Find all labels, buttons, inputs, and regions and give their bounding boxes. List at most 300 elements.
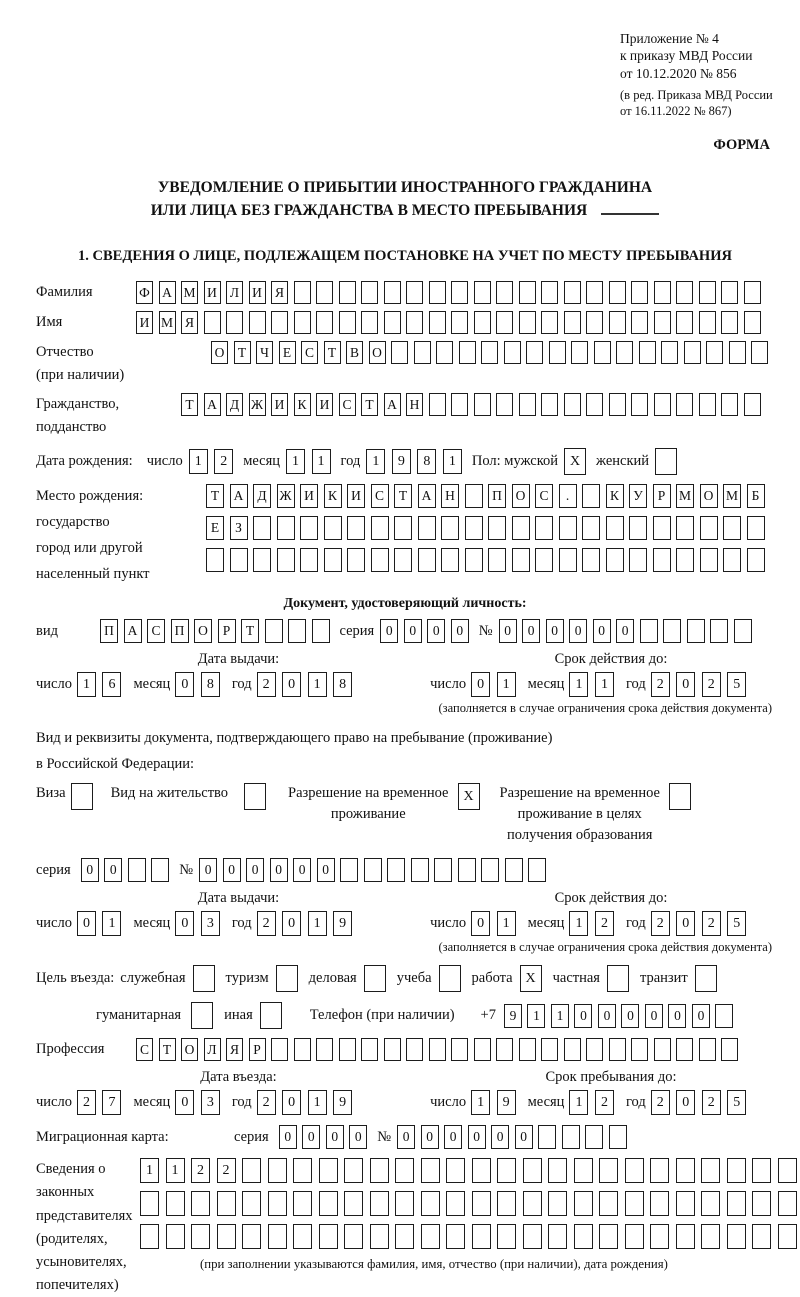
char-box[interactable] [364,965,386,992]
char-box[interactable] [582,484,600,508]
char-box[interactable]: 1 [569,672,588,697]
char-box[interactable]: 1 [569,1090,588,1115]
char-box[interactable] [582,516,600,540]
char-box[interactable] [548,1191,567,1216]
char-box[interactable]: 2 [651,1090,670,1115]
char-box[interactable] [300,548,318,572]
char-box[interactable]: 1 [102,911,121,936]
char-box[interactable] [140,1224,159,1249]
char-box[interactable]: 1 [140,1158,159,1183]
char-box[interactable] [548,1224,567,1249]
char-box[interactable] [729,341,746,364]
char-box[interactable]: Т [324,341,341,364]
char-box[interactable] [616,341,633,364]
char-box[interactable] [523,1158,542,1183]
char-box[interactable] [586,393,603,416]
char-box[interactable] [586,281,603,304]
char-box[interactable]: Б [747,484,765,508]
char-box[interactable] [699,311,716,334]
char-box[interactable] [429,311,446,334]
char-box[interactable]: Р [653,484,671,508]
char-box[interactable]: Ф [136,281,153,304]
char-box[interactable]: М [159,311,176,334]
char-box[interactable]: 0 [574,1004,592,1028]
char-box[interactable] [701,1158,720,1183]
char-box[interactable]: 0 [175,672,194,697]
char-box[interactable]: И [136,311,153,334]
char-box[interactable]: 7 [102,1090,121,1115]
char-box[interactable] [414,341,431,364]
char-box[interactable] [721,1038,738,1061]
char-box[interactable]: Д [226,393,243,416]
char-box[interactable]: Л [226,281,243,304]
char-box[interactable]: 5 [727,1090,746,1115]
char-box[interactable] [230,548,248,572]
char-box[interactable] [488,548,506,572]
char-box[interactable]: 8 [333,672,352,697]
char-box[interactable]: 0 [668,1004,686,1028]
char-box[interactable] [676,548,694,572]
char-box[interactable] [676,1224,695,1249]
char-box[interactable]: 1 [286,449,305,474]
char-box[interactable] [293,1224,312,1249]
char-box[interactable] [474,311,491,334]
char-box[interactable] [293,1158,312,1183]
char-box[interactable]: Р [218,619,236,643]
char-box[interactable] [778,1224,797,1249]
char-box[interactable]: 1 [471,1090,490,1115]
char-box[interactable] [606,548,624,572]
char-box[interactable]: В [346,341,363,364]
char-box[interactable] [191,1224,210,1249]
char-box[interactable]: И [347,484,365,508]
char-box[interactable] [723,516,741,540]
char-box[interactable] [519,393,536,416]
char-box[interactable]: 9 [333,911,352,936]
char-box[interactable] [549,341,566,364]
char-box[interactable] [631,311,648,334]
char-box[interactable] [538,1125,556,1149]
char-box[interactable]: Н [406,393,423,416]
char-box[interactable]: 1 [308,1090,327,1115]
char-box[interactable] [294,1038,311,1061]
char-box[interactable] [249,311,266,334]
char-box[interactable] [344,1191,363,1216]
char-box[interactable] [384,281,401,304]
char-box[interactable]: Т [394,484,412,508]
char-box[interactable] [191,1002,213,1029]
char-box[interactable]: С [339,393,356,416]
char-box[interactable] [676,393,693,416]
char-box[interactable]: 5 [727,911,746,936]
char-box[interactable] [434,858,452,882]
char-box[interactable] [586,1038,603,1061]
char-box[interactable] [640,619,658,643]
char-box[interactable]: 2 [702,911,721,936]
char-box[interactable] [512,548,530,572]
char-box[interactable] [669,783,691,810]
char-box[interactable] [436,341,453,364]
char-box[interactable] [276,965,298,992]
char-box[interactable]: Т [181,393,198,416]
char-box[interactable] [519,281,536,304]
char-box[interactable] [394,516,412,540]
char-box[interactable] [676,1191,695,1216]
char-box[interactable]: 2 [257,672,276,697]
char-box[interactable] [344,1158,363,1183]
char-box[interactable]: 9 [392,449,411,474]
char-box[interactable]: 0 [522,619,540,643]
char-box[interactable]: 2 [257,911,276,936]
char-box[interactable] [631,281,648,304]
char-box[interactable] [465,516,483,540]
char-box[interactable] [253,516,271,540]
char-box[interactable]: 0 [468,1125,486,1149]
char-box[interactable] [394,548,412,572]
char-box[interactable]: О [512,484,530,508]
char-box[interactable] [519,311,536,334]
char-box[interactable]: 0 [569,619,587,643]
char-box[interactable] [217,1191,236,1216]
char-box[interactable] [574,1158,593,1183]
char-box[interactable] [564,393,581,416]
char-box[interactable] [364,858,382,882]
char-box[interactable] [721,393,738,416]
char-box[interactable]: 9 [504,1004,522,1028]
char-box[interactable]: И [316,393,333,416]
char-box[interactable]: 0 [676,672,695,697]
char-box[interactable] [319,1224,338,1249]
char-box[interactable] [244,783,266,810]
char-box[interactable]: Д [253,484,271,508]
char-box[interactable] [277,516,295,540]
char-box[interactable] [439,965,461,992]
char-box[interactable] [654,1038,671,1061]
char-box[interactable] [528,858,546,882]
char-box[interactable] [701,1224,720,1249]
char-box[interactable]: Ж [277,484,295,508]
char-box[interactable]: Я [271,281,288,304]
char-box[interactable] [406,1038,423,1061]
char-box[interactable]: 0 [427,619,445,643]
char-box[interactable] [625,1224,644,1249]
char-box[interactable] [574,1224,593,1249]
char-box[interactable] [700,548,718,572]
char-box[interactable]: 0 [471,672,490,697]
char-box[interactable]: 0 [404,619,422,643]
char-box[interactable]: И [249,281,266,304]
char-box[interactable] [472,1191,491,1216]
char-box[interactable] [339,1038,356,1061]
char-box[interactable] [676,1158,695,1183]
char-box[interactable] [242,1158,261,1183]
char-box[interactable] [418,516,436,540]
char-box[interactable] [599,1224,618,1249]
char-box[interactable] [319,1158,338,1183]
char-box[interactable]: 3 [201,1090,220,1115]
char-box[interactable] [541,281,558,304]
char-box[interactable]: 1 [443,449,462,474]
char-box[interactable] [734,619,752,643]
char-box[interactable] [752,1224,771,1249]
char-box[interactable]: 0 [246,858,264,882]
char-box[interactable]: Т [361,393,378,416]
char-box[interactable] [294,311,311,334]
char-box[interactable] [676,311,693,334]
char-box[interactable] [586,311,603,334]
char-box[interactable] [465,484,483,508]
char-box[interactable]: У [629,484,647,508]
char-box[interactable] [625,1191,644,1216]
char-box[interactable] [472,1158,491,1183]
char-box[interactable]: 2 [651,672,670,697]
char-box[interactable]: И [204,281,221,304]
char-box[interactable]: 8 [201,672,220,697]
char-box[interactable]: 0 [175,911,194,936]
char-box[interactable]: Р [249,1038,266,1061]
char-box[interactable]: 0 [349,1125,367,1149]
char-box[interactable] [481,341,498,364]
char-box[interactable]: 0 [397,1125,415,1149]
char-box[interactable] [654,393,671,416]
char-box[interactable] [166,1224,185,1249]
char-box[interactable] [268,1191,287,1216]
char-box[interactable] [650,1224,669,1249]
char-box[interactable] [316,1038,333,1061]
char-box[interactable]: 0 [223,858,241,882]
char-box[interactable]: 0 [302,1125,320,1149]
char-box[interactable]: X [564,448,586,475]
char-box[interactable]: П [171,619,189,643]
char-box[interactable] [650,1158,669,1183]
char-box[interactable]: 0 [282,1090,301,1115]
char-box[interactable] [721,311,738,334]
char-box[interactable]: А [204,393,221,416]
char-box[interactable] [271,311,288,334]
char-box[interactable]: А [159,281,176,304]
char-box[interactable] [166,1191,185,1216]
char-box[interactable] [751,341,768,364]
char-box[interactable]: 2 [217,1158,236,1183]
char-box[interactable] [260,1002,282,1029]
char-box[interactable] [418,548,436,572]
char-box[interactable] [526,341,543,364]
char-box[interactable] [472,1224,491,1249]
char-box[interactable] [752,1158,771,1183]
char-box[interactable] [488,516,506,540]
char-box[interactable]: 1 [312,449,331,474]
char-box[interactable]: 5 [727,672,746,697]
char-box[interactable] [421,1191,440,1216]
char-box[interactable]: 1 [551,1004,569,1028]
char-box[interactable] [676,281,693,304]
char-box[interactable] [458,858,476,882]
char-box[interactable]: Н [441,484,459,508]
char-box[interactable]: К [324,484,342,508]
char-box[interactable]: 9 [497,1090,516,1115]
char-box[interactable] [541,1038,558,1061]
char-box[interactable] [715,1004,733,1028]
char-box[interactable] [312,619,330,643]
char-box[interactable] [339,281,356,304]
char-box[interactable] [324,516,342,540]
char-box[interactable] [446,1191,465,1216]
char-box[interactable] [406,281,423,304]
char-box[interactable] [562,1125,580,1149]
char-box[interactable]: Я [181,311,198,334]
char-box[interactable]: 0 [546,619,564,643]
char-box[interactable] [582,548,600,572]
char-box[interactable] [429,281,446,304]
char-box[interactable] [441,516,459,540]
char-box[interactable] [140,1191,159,1216]
char-box[interactable] [585,1125,603,1149]
char-box[interactable] [242,1191,261,1216]
char-box[interactable] [744,281,761,304]
char-box[interactable]: 0 [593,619,611,643]
char-box[interactable] [504,341,521,364]
char-box[interactable]: 1 [189,449,208,474]
char-box[interactable] [411,858,429,882]
char-box[interactable] [395,1158,414,1183]
char-box[interactable] [519,1038,536,1061]
char-box[interactable] [699,281,716,304]
char-box[interactable]: 0 [499,619,517,643]
char-box[interactable] [193,965,215,992]
char-box[interactable]: С [136,1038,153,1061]
char-box[interactable] [497,1158,516,1183]
char-box[interactable] [294,281,311,304]
char-box[interactable] [344,1224,363,1249]
char-box[interactable] [128,858,146,882]
char-box[interactable] [451,1038,468,1061]
char-box[interactable] [395,1191,414,1216]
char-box[interactable]: С [535,484,553,508]
char-box[interactable] [465,548,483,572]
char-box[interactable]: 0 [491,1125,509,1149]
char-box[interactable]: 2 [595,1090,614,1115]
char-box[interactable] [609,1125,627,1149]
char-box[interactable]: И [271,393,288,416]
char-box[interactable] [406,311,423,334]
char-box[interactable] [727,1191,746,1216]
char-box[interactable] [361,311,378,334]
char-box[interactable]: 0 [81,858,99,882]
char-box[interactable] [253,548,271,572]
char-box[interactable]: З [230,516,248,540]
char-box[interactable]: 0 [471,911,490,936]
char-box[interactable] [446,1224,465,1249]
char-box[interactable] [778,1191,797,1216]
char-box[interactable]: 0 [598,1004,616,1028]
char-box[interactable] [371,548,389,572]
char-box[interactable] [701,1191,720,1216]
char-box[interactable] [288,619,306,643]
char-box[interactable]: 0 [270,858,288,882]
char-box[interactable] [446,1158,465,1183]
char-box[interactable]: С [371,484,389,508]
char-box[interactable]: 0 [676,911,695,936]
char-box[interactable] [747,516,765,540]
char-box[interactable]: 0 [282,911,301,936]
char-box[interactable] [421,1224,440,1249]
char-box[interactable]: С [147,619,165,643]
char-box[interactable] [609,281,626,304]
char-box[interactable] [710,619,728,643]
char-box[interactable]: И [300,484,318,508]
char-box[interactable] [535,548,553,572]
char-box[interactable]: 0 [326,1125,344,1149]
char-box[interactable] [421,1158,440,1183]
char-box[interactable] [429,393,446,416]
char-box[interactable]: 0 [444,1125,462,1149]
char-box[interactable]: 0 [515,1125,533,1149]
char-box[interactable] [654,311,671,334]
char-box[interactable] [324,548,342,572]
char-box[interactable] [451,393,468,416]
char-box[interactable]: 1 [569,911,588,936]
char-box[interactable]: Я [226,1038,243,1061]
char-box[interactable]: X [520,965,542,992]
char-box[interactable]: 0 [77,911,96,936]
char-box[interactable] [497,1191,516,1216]
char-box[interactable]: X [458,783,480,810]
char-box[interactable]: 1 [366,449,385,474]
char-box[interactable]: 1 [497,672,516,697]
char-box[interactable] [384,311,401,334]
char-box[interactable]: К [606,484,624,508]
char-box[interactable] [629,516,647,540]
char-box[interactable] [391,341,408,364]
char-box[interactable]: 0 [199,858,217,882]
char-box[interactable] [700,516,718,540]
char-box[interactable]: О [211,341,228,364]
char-box[interactable]: 0 [645,1004,663,1028]
char-box[interactable] [371,516,389,540]
char-box[interactable] [695,965,717,992]
char-box[interactable]: С [301,341,318,364]
char-box[interactable] [535,516,553,540]
char-box[interactable] [747,548,765,572]
char-box[interactable] [277,548,295,572]
char-box[interactable] [541,393,558,416]
char-box[interactable]: 2 [191,1158,210,1183]
char-box[interactable] [559,516,577,540]
char-box[interactable] [606,516,624,540]
char-box[interactable]: Т [206,484,224,508]
char-box[interactable]: 0 [451,619,469,643]
char-box[interactable] [293,1191,312,1216]
char-box[interactable] [594,341,611,364]
char-box[interactable] [625,1158,644,1183]
char-box[interactable]: 0 [421,1125,439,1149]
char-box[interactable] [653,516,671,540]
char-box[interactable]: 0 [279,1125,297,1149]
char-box[interactable] [609,393,626,416]
char-box[interactable]: К [294,393,311,416]
char-box[interactable] [370,1191,389,1216]
char-box[interactable]: 1 [308,672,327,697]
char-box[interactable] [361,1038,378,1061]
char-box[interactable] [265,619,283,643]
char-box[interactable]: О [369,341,386,364]
char-box[interactable] [271,1038,288,1061]
char-box[interactable] [676,1038,693,1061]
char-box[interactable] [474,1038,491,1061]
char-box[interactable]: 0 [282,672,301,697]
char-box[interactable] [268,1158,287,1183]
char-box[interactable] [496,1038,513,1061]
